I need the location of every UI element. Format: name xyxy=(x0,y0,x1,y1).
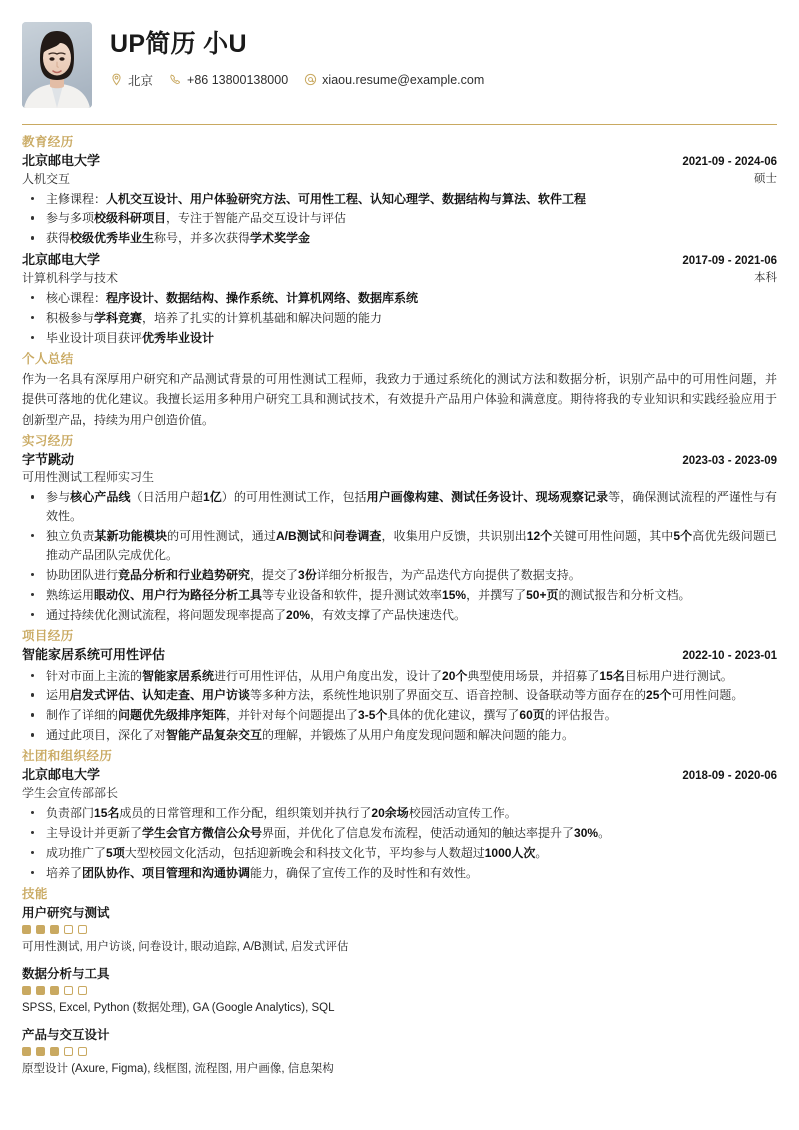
section-title-projects: 项目经历 xyxy=(22,628,74,643)
bullet-item: 主导设计并更新了学生会官方微信公众号界面，并优化了信息发布流程，使活动通知的触达率提升了30%。 xyxy=(22,824,777,843)
experience-block-right xyxy=(682,648,777,665)
section-education xyxy=(22,134,777,348)
experience-block-left xyxy=(22,251,666,287)
date-range: 2018-09 - 2020-06 xyxy=(682,770,777,783)
bullet-item: 获得校级优秀毕业生称号，并多次获得学术奖学金 xyxy=(22,229,777,248)
skill-dot-filled xyxy=(22,986,31,995)
section-summary xyxy=(22,351,777,431)
experience-block-left xyxy=(22,451,666,487)
organization-name: 北京邮电大学 xyxy=(22,152,101,168)
skill-group-name: 用户研究与测试 xyxy=(22,905,110,920)
section-title-education: 教育经历 xyxy=(22,135,74,149)
date-range: 2017-09 - 2021-06 xyxy=(682,255,777,268)
bullet-item: 成功推广了5项大型校园文化活动，包括迎新晚会和科技文化节，平均参与人数超过1000人次。 xyxy=(22,844,777,863)
bullet-item: 熟练运用眼动仪、用户行为路径分析工具等专业设备和软件，提升测试效率15%，并撰写了50+页的测试报告和分析文档。 xyxy=(22,586,777,605)
skill-dot-empty xyxy=(64,1047,73,1056)
skill-group-description: 可用性测试, 用户访谈, 问卷设计, 眼动追踪, A/B测试, 启发式评估 xyxy=(22,941,349,954)
experience-block-left xyxy=(22,646,666,665)
bullet-item: 通过持续优化测试流程，将问题发现率提高了20%，有效支撑了产品快速迭代。 xyxy=(22,606,777,625)
email-at-icon xyxy=(304,73,317,86)
bullet-item: 毕业设计项目获评优秀毕业设计 xyxy=(22,329,777,348)
skill-group-description: SPSS, Excel, Python (数据处理), GA (Google Analytics), SQL xyxy=(22,1002,335,1015)
experience-block xyxy=(22,766,777,882)
experience-block-header xyxy=(22,451,777,487)
skill-dot-filled xyxy=(50,1047,59,1056)
skill-group xyxy=(22,1026,777,1079)
skill-dot-filled xyxy=(50,925,59,934)
skill-dot-empty xyxy=(78,1047,87,1056)
organization-name: 字节跳动 xyxy=(22,451,75,467)
skill-dot-empty xyxy=(78,925,87,934)
section-title-skills: 技能 xyxy=(22,886,48,901)
experience-block-header xyxy=(22,251,777,287)
summary-paragraph: 作为一名具有深厚用户研究和产品测试背景的可用性测试工程师，我致力于通过系统化的测试方法和数据分析，识别产品中的可用性问题，并提供可落地的优化建议。我擅长运用多种用户研究工具和测试技术，有效提升产品用户体验和满意度。期待将我的专业知识和实践经验应用于创新型产品，持续为用户创造价值。 xyxy=(22,371,777,427)
skill-level-meter xyxy=(22,1047,777,1056)
bullet-list xyxy=(22,488,777,625)
role-title: 可用性测试工程师实习生 xyxy=(22,470,155,485)
bullet-item: 协助团队进行竞品分析和行业趋势研究，提交了3份详细分析报告，为产品迭代方向提供了数据支持。 xyxy=(22,566,777,585)
header-main xyxy=(110,22,777,89)
bullet-list xyxy=(22,289,777,348)
contact-list xyxy=(110,71,777,89)
section-clubs xyxy=(22,748,777,882)
skill-group xyxy=(22,965,777,1018)
skill-dot-filled xyxy=(22,1047,31,1056)
section-skills xyxy=(22,886,777,1079)
bullet-list xyxy=(22,190,777,249)
experience-block-right xyxy=(682,768,777,785)
section-projects xyxy=(22,628,777,746)
bullet-item: 针对市面上主流的智能家居系统进行可用性评估，从用户角度出发，设计了20个典型使用场景，并招募了15名目标用户进行测试。 xyxy=(22,667,777,686)
skill-dot-filled xyxy=(36,925,45,934)
bullet-item: 负责部门15名成员的日常管理和工作分配，组织策划并执行了20余场校园活动宣传工作。 xyxy=(22,804,777,823)
contact-email-value: xiaou.resume@example.com xyxy=(322,72,485,87)
profile-photo xyxy=(22,22,92,108)
section-title-internship: 实习经历 xyxy=(22,433,74,448)
bullet-item: 主修课程：人机交互设计、用户体验研究方法、可用性工程、认知心理学、数据结构与算法、软件工程 xyxy=(22,190,777,209)
skill-dot-filled xyxy=(22,925,31,934)
bullet-item: 核心课程：程序设计、数据结构、操作系统、计算机网络、数据库系统 xyxy=(22,289,777,308)
skill-level-meter xyxy=(22,925,777,934)
date-range: 2022-10 - 2023-01 xyxy=(682,649,777,662)
contact-phone xyxy=(169,73,288,87)
role-title: 人机交互 xyxy=(22,171,71,186)
page-title: UP简历 小U xyxy=(110,30,247,58)
bullet-item: 参与多项校级科研项目，专注于智能产品交互设计与评估 xyxy=(22,209,777,228)
skill-group-name: 产品与交互设计 xyxy=(22,1027,110,1042)
section-title-clubs: 社团和组织经历 xyxy=(22,749,113,764)
organization-name: 北京邮电大学 xyxy=(22,252,101,268)
bullet-item: 制作了详细的问题优先级排序矩阵，并针对每个问题提出了3-5个具体的优化建议，撰写了60页的评估报告。 xyxy=(22,706,777,725)
bullet-list xyxy=(22,804,777,883)
degree-label: 本科 xyxy=(754,272,777,285)
skill-group-list xyxy=(22,904,777,1079)
experience-block-left xyxy=(22,766,666,802)
skill-dot-filled xyxy=(36,986,45,995)
skill-dot-empty xyxy=(78,986,87,995)
experience-block-right xyxy=(682,453,777,470)
experience-block-header xyxy=(22,646,777,665)
role-title: 计算机科学与技术 xyxy=(22,271,119,286)
bullet-item: 参与核心产品线（日活用户超1亿）的可用性测试工作，包括用户画像构建、测试任务设计、现场观察记录等，确保测试流程的严谨性与有效性。 xyxy=(22,488,777,526)
date-range: 2023-03 - 2023-09 xyxy=(682,454,777,467)
date-range: 2021-09 - 2024-06 xyxy=(682,155,777,168)
experience-block-right xyxy=(682,154,777,187)
contact-phone-value: +86 13800138000 xyxy=(187,72,289,87)
section-title-summary: 个人总结 xyxy=(22,351,74,366)
bullet-list xyxy=(22,667,777,746)
experience-block xyxy=(22,646,777,746)
contact-email xyxy=(304,73,484,87)
experience-block-header xyxy=(22,766,777,802)
skill-group-name: 数据分析与工具 xyxy=(22,966,110,981)
experience-block-header xyxy=(22,152,777,188)
role-title: 学生会宣传部部长 xyxy=(22,786,119,801)
experience-block xyxy=(22,152,777,249)
skill-dot-filled xyxy=(50,986,59,995)
resume-header xyxy=(22,22,777,124)
section-internship xyxy=(22,433,777,625)
bullet-item: 通过此项目，深化了对智能产品复杂交互的理解，并锻炼了从用户角度发现问题和解决问题的能力。 xyxy=(22,726,777,745)
bullet-item: 独立负责某新功能模块的可用性测试，通过A/B测试和问卷调查，收集用户反馈，共识别出12个关键可用性问题，其中5个高优先级问题已推动产品团队完成优化。 xyxy=(22,527,777,565)
resume-sections xyxy=(22,134,777,883)
degree-label: 硕士 xyxy=(754,172,777,185)
experience-block-right xyxy=(682,253,777,286)
contact-location-value: 北京 xyxy=(128,73,154,88)
bullet-item: 运用启发式评估、认知走查、用户访谈等多种方法，系统性地识别了界面交互、语音控制、设备联动等方面存在的25个可用性问题。 xyxy=(22,686,777,705)
skill-dot-empty xyxy=(64,925,73,934)
experience-block xyxy=(22,251,777,348)
organization-name: 北京邮电大学 xyxy=(22,767,101,783)
organization-name: 智能家居系统可用性评估 xyxy=(22,646,166,662)
skill-level-meter xyxy=(22,986,777,995)
skill-group xyxy=(22,904,777,957)
bullet-item: 培养了团队协作、项目管理和沟通协调能力，确保了宣传工作的及时性和有效性。 xyxy=(22,864,777,883)
experience-block-left xyxy=(22,152,666,188)
location-pin-icon xyxy=(110,73,123,86)
skill-dot-filled xyxy=(36,1047,45,1056)
header-divider xyxy=(22,124,777,125)
phone-icon xyxy=(169,73,182,86)
experience-block xyxy=(22,451,777,625)
skill-dot-empty xyxy=(64,986,73,995)
contact-location xyxy=(110,71,153,89)
bullet-item: 积极参与学科竞赛，培养了扎实的计算机基础和解决问题的能力 xyxy=(22,309,777,328)
skill-group-description: 原型设计 (Axure, Figma), 线框图, 流程图, 用户画像, 信息架构 xyxy=(22,1063,334,1076)
